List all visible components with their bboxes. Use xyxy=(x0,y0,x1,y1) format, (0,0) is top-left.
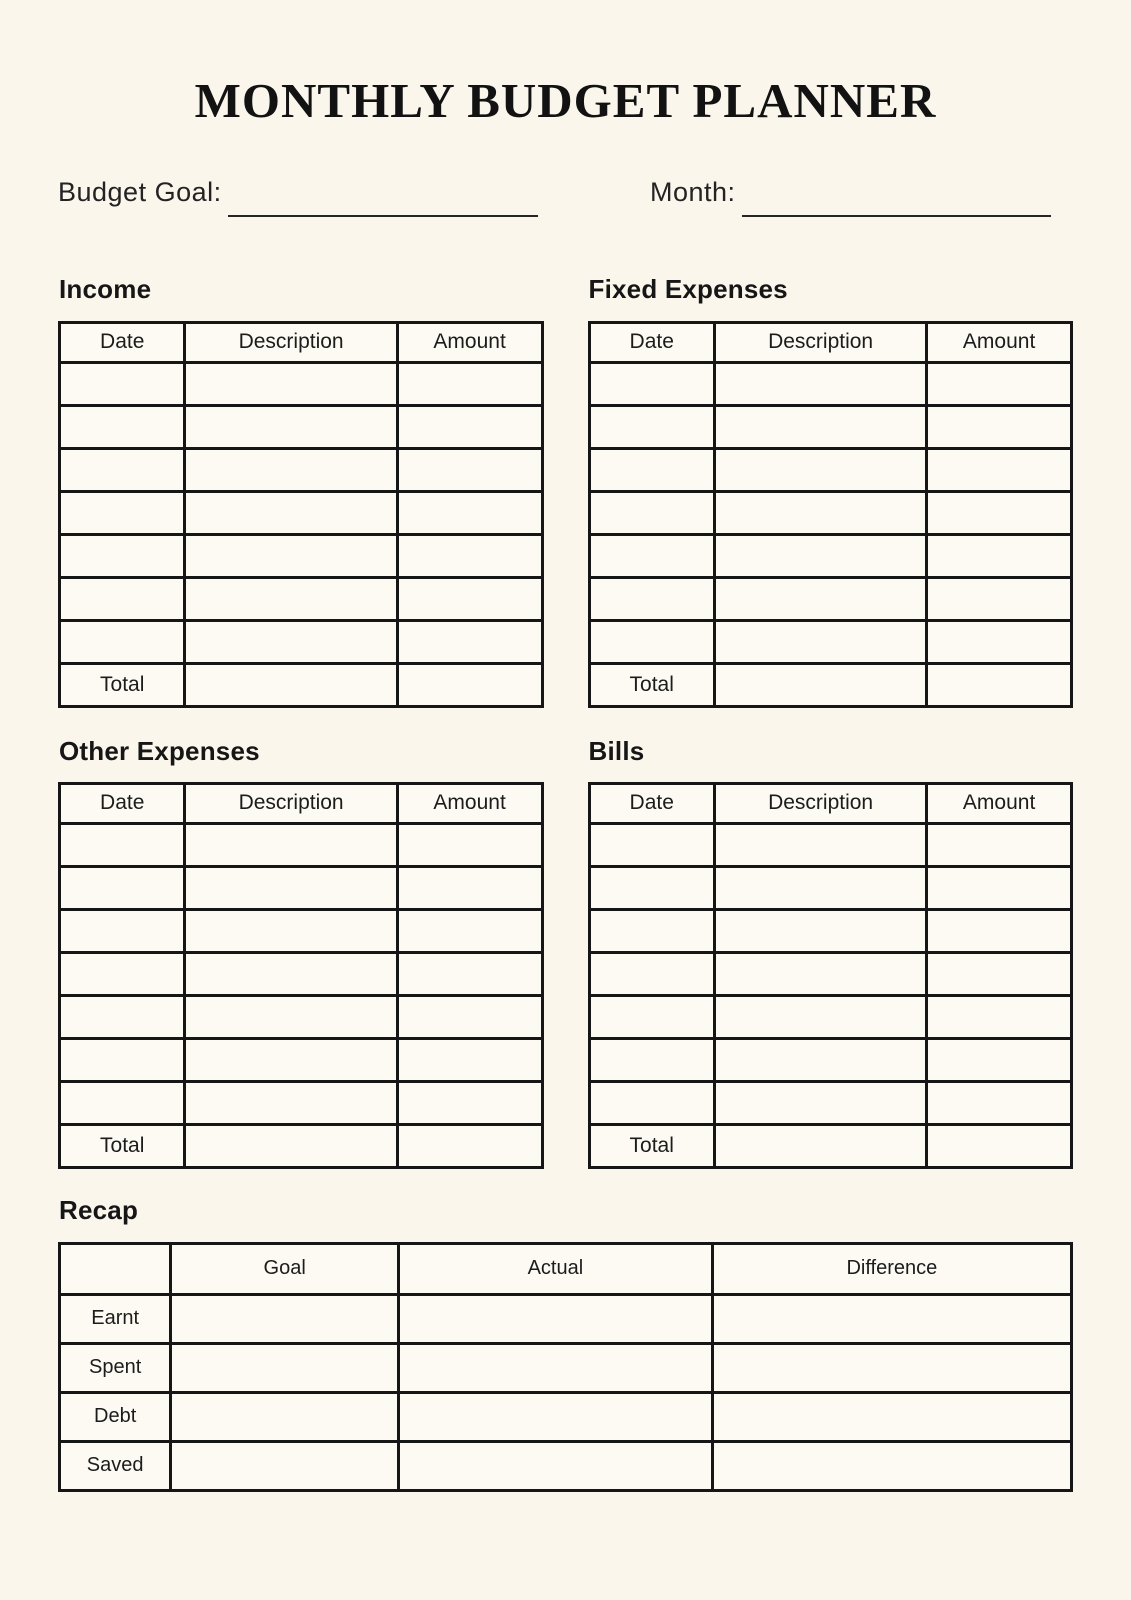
empty-entry-cell[interactable] xyxy=(714,534,926,577)
fixed-expenses-col-date: Date xyxy=(589,322,714,362)
bills-total-amount-cell[interactable] xyxy=(927,1124,1072,1167)
empty-entry-row xyxy=(589,909,1072,952)
empty-entry-cell[interactable] xyxy=(60,491,185,534)
recap-row-earnt xyxy=(60,1294,1072,1343)
bills-title: Bills xyxy=(588,735,645,766)
empty-entry-cell[interactable] xyxy=(714,952,926,995)
recap-saved-difference-cell[interactable] xyxy=(712,1441,1071,1490)
empty-entry-cell[interactable] xyxy=(714,405,926,448)
empty-entry-cell[interactable] xyxy=(185,577,397,620)
empty-entry-cell[interactable] xyxy=(927,952,1072,995)
recap-row-saved xyxy=(60,1441,1072,1490)
income-col-amount: Amount xyxy=(397,322,542,362)
empty-entry-cell[interactable] xyxy=(927,620,1072,663)
empty-entry-row xyxy=(60,952,543,995)
empty-entry-cell[interactable] xyxy=(589,1081,714,1124)
empty-entry-cell[interactable] xyxy=(397,405,542,448)
empty-entry-cell[interactable] xyxy=(60,362,185,405)
empty-entry-cell[interactable] xyxy=(185,995,397,1038)
empty-entry-cell[interactable] xyxy=(927,491,1072,534)
other-expenses-col-amount: Amount xyxy=(397,783,542,823)
other-expenses-total-description-cell[interactable] xyxy=(185,1124,397,1167)
empty-entry-row xyxy=(589,620,1072,663)
recap-spent-difference-cell[interactable] xyxy=(712,1343,1071,1392)
empty-entry-cell[interactable] xyxy=(185,362,397,405)
empty-entry-cell[interactable] xyxy=(714,362,926,405)
tables-grid xyxy=(58,274,1073,1168)
page-title: MONTHLY BUDGET PLANNER xyxy=(194,73,937,128)
empty-entry-cell[interactable] xyxy=(589,577,714,620)
recap-saved-goal-cell[interactable] xyxy=(171,1441,399,1490)
empty-entry-cell[interactable] xyxy=(397,952,542,995)
income-table xyxy=(58,321,544,708)
empty-entry-cell[interactable] xyxy=(185,405,397,448)
empty-entry-cell[interactable] xyxy=(589,362,714,405)
empty-entry-cell[interactable] xyxy=(927,866,1072,909)
empty-entry-cell[interactable] xyxy=(185,1081,397,1124)
other-expenses-total-row xyxy=(60,1124,543,1167)
empty-entry-cell[interactable] xyxy=(714,909,926,952)
empty-entry-cell[interactable] xyxy=(60,866,185,909)
empty-entry-cell[interactable] xyxy=(397,620,542,663)
empty-entry-cell[interactable] xyxy=(927,577,1072,620)
empty-entry-cell[interactable] xyxy=(714,620,926,663)
empty-entry-cell[interactable] xyxy=(60,620,185,663)
fixed-expenses-table xyxy=(588,321,1074,708)
empty-entry-row xyxy=(60,995,543,1038)
empty-entry-cell[interactable] xyxy=(397,995,542,1038)
recap-saved-label: Saved xyxy=(60,1441,171,1490)
empty-entry-row xyxy=(60,577,543,620)
empty-entry-cell[interactable] xyxy=(589,620,714,663)
recap-debt-actual-cell[interactable] xyxy=(399,1392,713,1441)
section-fixed-expenses xyxy=(588,274,1074,707)
other-expenses-table xyxy=(58,782,544,1169)
recap-header-row xyxy=(60,1243,1072,1294)
recap-earnt-actual-cell[interactable] xyxy=(399,1294,713,1343)
fixed-expenses-title: Fixed Expenses xyxy=(588,274,788,305)
recap-saved-actual-cell[interactable] xyxy=(399,1441,713,1490)
empty-entry-cell[interactable] xyxy=(927,1038,1072,1081)
income-total-row xyxy=(60,663,543,706)
section-income xyxy=(58,274,544,707)
empty-entry-cell[interactable] xyxy=(60,534,185,577)
empty-entry-cell[interactable] xyxy=(185,534,397,577)
empty-entry-cell[interactable] xyxy=(589,823,714,866)
empty-entry-row xyxy=(60,491,543,534)
empty-entry-row xyxy=(589,866,1072,909)
income-total-description-cell[interactable] xyxy=(185,663,397,706)
empty-entry-cell[interactable] xyxy=(927,1081,1072,1124)
empty-entry-cell[interactable] xyxy=(927,995,1072,1038)
recap-col-actual: Actual xyxy=(399,1243,713,1294)
budget-goal-input-line[interactable] xyxy=(228,187,538,217)
section-other-expenses xyxy=(58,736,544,1169)
recap-row-debt xyxy=(60,1392,1072,1441)
empty-entry-cell[interactable] xyxy=(589,866,714,909)
empty-entry-cell[interactable] xyxy=(60,952,185,995)
empty-entry-cell[interactable] xyxy=(714,1081,926,1124)
other-expenses-total-label: Total xyxy=(60,1124,185,1167)
empty-entry-cell[interactable] xyxy=(714,448,926,491)
recap-debt-goal-cell[interactable] xyxy=(171,1392,399,1441)
income-header-row xyxy=(60,322,543,362)
empty-entry-cell[interactable] xyxy=(397,491,542,534)
bills-total-label: Total xyxy=(589,1124,714,1167)
recap-col-difference: Difference xyxy=(712,1243,1071,1294)
other-expenses-header-row xyxy=(60,783,543,823)
empty-entry-cell[interactable] xyxy=(589,405,714,448)
empty-entry-cell[interactable] xyxy=(185,448,397,491)
empty-entry-cell[interactable] xyxy=(60,577,185,620)
empty-entry-cell[interactable] xyxy=(60,909,185,952)
empty-entry-cell[interactable] xyxy=(185,952,397,995)
empty-entry-row xyxy=(60,405,543,448)
empty-entry-row xyxy=(60,1038,543,1081)
fixed-expenses-header-row xyxy=(589,322,1072,362)
empty-entry-row xyxy=(589,995,1072,1038)
month-input-line[interactable] xyxy=(742,187,1051,217)
recap-debt-label: Debt xyxy=(60,1392,171,1441)
empty-entry-cell[interactable] xyxy=(397,823,542,866)
empty-entry-row xyxy=(589,577,1072,620)
empty-entry-cell[interactable] xyxy=(714,491,926,534)
empty-entry-cell[interactable] xyxy=(397,448,542,491)
empty-entry-cell[interactable] xyxy=(397,1038,542,1081)
empty-entry-cell[interactable] xyxy=(60,1081,185,1124)
empty-entry-cell[interactable] xyxy=(714,1038,926,1081)
bills-col-amount: Amount xyxy=(927,783,1072,823)
empty-entry-cell[interactable] xyxy=(185,866,397,909)
other-expenses-col-description: Description xyxy=(185,783,397,823)
empty-entry-row xyxy=(589,491,1072,534)
empty-entry-cell[interactable] xyxy=(589,491,714,534)
empty-entry-row xyxy=(589,1038,1072,1081)
empty-entry-row xyxy=(60,1081,543,1124)
recap-earnt-goal-cell[interactable] xyxy=(171,1294,399,1343)
recap-earnt-label: Earnt xyxy=(60,1294,171,1343)
empty-entry-cell[interactable] xyxy=(60,405,185,448)
empty-entry-row xyxy=(589,952,1072,995)
month-label: Month: xyxy=(650,177,736,208)
fixed-expenses-total-row xyxy=(589,663,1072,706)
empty-entry-cell[interactable] xyxy=(927,362,1072,405)
recap-debt-difference-cell[interactable] xyxy=(712,1392,1071,1441)
budget-goal-field xyxy=(58,175,538,210)
empty-entry-cell[interactable] xyxy=(185,909,397,952)
empty-entry-row xyxy=(60,534,543,577)
empty-entry-row xyxy=(60,909,543,952)
income-total-amount-cell[interactable] xyxy=(397,663,542,706)
fixed-expenses-total-amount-cell[interactable] xyxy=(927,663,1072,706)
empty-entry-cell[interactable] xyxy=(714,866,926,909)
empty-entry-cell[interactable] xyxy=(589,952,714,995)
recap-table xyxy=(58,1242,1073,1492)
section-bills xyxy=(588,736,1074,1169)
empty-entry-cell[interactable] xyxy=(185,620,397,663)
empty-entry-cell[interactable] xyxy=(397,866,542,909)
empty-entry-cell[interactable] xyxy=(185,491,397,534)
empty-entry-cell[interactable] xyxy=(397,362,542,405)
income-col-date: Date xyxy=(60,322,185,362)
empty-entry-cell[interactable] xyxy=(589,448,714,491)
recap-col-goal: Goal xyxy=(171,1243,399,1294)
empty-entry-row xyxy=(589,1081,1072,1124)
month-field xyxy=(650,175,1051,210)
empty-entry-row xyxy=(60,866,543,909)
empty-entry-cell[interactable] xyxy=(927,909,1072,952)
empty-entry-cell[interactable] xyxy=(185,1038,397,1081)
empty-entry-cell[interactable] xyxy=(397,909,542,952)
bills-total-row xyxy=(589,1124,1072,1167)
bills-header-row xyxy=(589,783,1072,823)
empty-entry-cell[interactable] xyxy=(397,534,542,577)
empty-entry-row xyxy=(60,362,543,405)
fixed-expenses-col-amount: Amount xyxy=(927,322,1072,362)
other-expenses-title: Other Expenses xyxy=(59,735,260,766)
header-fields xyxy=(58,175,1073,210)
empty-entry-row xyxy=(589,405,1072,448)
recap-title: Recap xyxy=(59,1194,139,1225)
empty-entry-cell[interactable] xyxy=(714,995,926,1038)
empty-entry-cell[interactable] xyxy=(60,823,185,866)
empty-entry-cell[interactable] xyxy=(589,534,714,577)
empty-entry-cell[interactable] xyxy=(714,823,926,866)
empty-entry-cell[interactable] xyxy=(927,448,1072,491)
bills-table xyxy=(588,782,1074,1169)
fixed-expenses-col-description: Description xyxy=(714,322,926,362)
empty-entry-cell[interactable] xyxy=(927,534,1072,577)
empty-entry-cell[interactable] xyxy=(589,995,714,1038)
budget-goal-label: Budget Goal: xyxy=(58,177,222,208)
empty-entry-cell[interactable] xyxy=(185,823,397,866)
bills-col-date: Date xyxy=(589,783,714,823)
recap-earnt-difference-cell[interactable] xyxy=(712,1294,1071,1343)
empty-entry-cell[interactable] xyxy=(397,577,542,620)
income-title: Income xyxy=(59,274,152,305)
empty-entry-cell[interactable] xyxy=(927,823,1072,866)
empty-entry-row xyxy=(589,534,1072,577)
fixed-expenses-total-label: Total xyxy=(589,663,714,706)
empty-entry-cell[interactable] xyxy=(927,405,1072,448)
empty-entry-row xyxy=(60,823,543,866)
income-col-description: Description xyxy=(185,322,397,362)
recap-spent-actual-cell[interactable] xyxy=(399,1343,713,1392)
empty-entry-row xyxy=(589,448,1072,491)
empty-entry-cell[interactable] xyxy=(589,1038,714,1081)
empty-entry-cell[interactable] xyxy=(60,448,185,491)
section-recap xyxy=(58,1195,1073,1492)
income-total-label: Total xyxy=(60,663,185,706)
empty-entry-cell[interactable] xyxy=(589,909,714,952)
recap-row-spent xyxy=(60,1343,1072,1392)
recap-spent-goal-cell[interactable] xyxy=(171,1343,399,1392)
recap-col-empty xyxy=(60,1243,171,1294)
empty-entry-row xyxy=(589,823,1072,866)
other-expenses-total-amount-cell[interactable] xyxy=(397,1124,542,1167)
bills-total-description-cell[interactable] xyxy=(714,1124,926,1167)
empty-entry-row xyxy=(589,362,1072,405)
empty-entry-row xyxy=(60,620,543,663)
fixed-expenses-total-description-cell[interactable] xyxy=(714,663,926,706)
bills-col-description: Description xyxy=(714,783,926,823)
recap-spent-label: Spent xyxy=(60,1343,171,1392)
empty-entry-cell[interactable] xyxy=(397,1081,542,1124)
other-expenses-col-date: Date xyxy=(60,783,185,823)
empty-entry-cell[interactable] xyxy=(60,995,185,1038)
empty-entry-cell[interactable] xyxy=(60,1038,185,1081)
empty-entry-cell[interactable] xyxy=(714,577,926,620)
empty-entry-row xyxy=(60,448,543,491)
